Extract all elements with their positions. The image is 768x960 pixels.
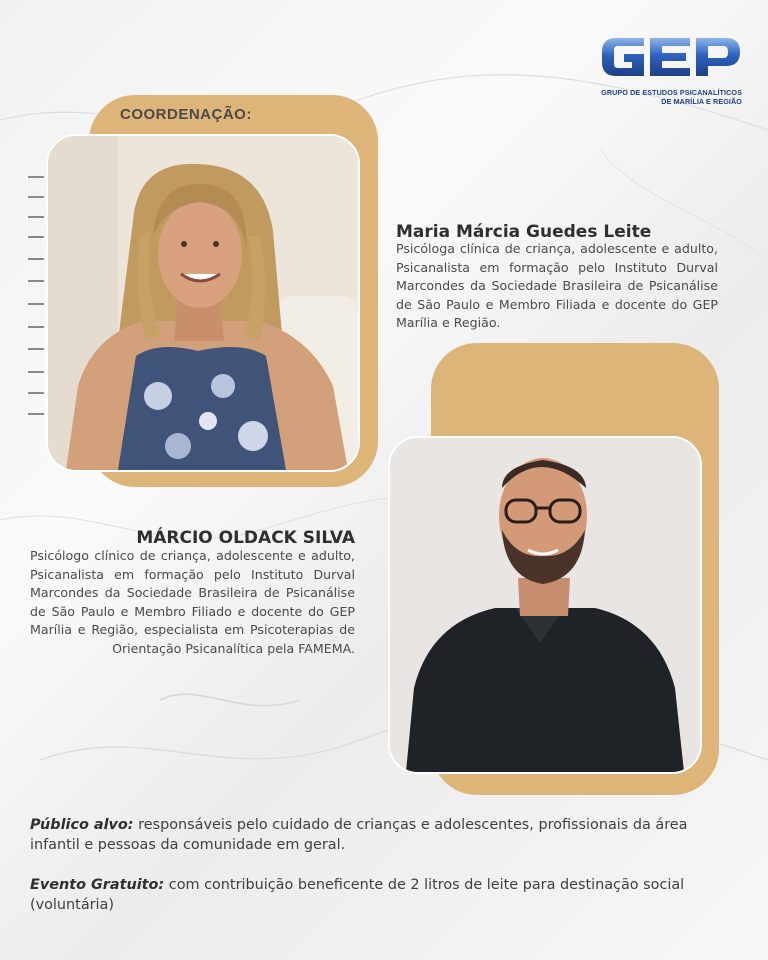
audience-text: responsáveis pelo cuidado de crianças e adolescentes, profissionais da área infantil e pessoas da comunidade em geral. [30,817,688,853]
person1-bio: Psicóloga clínica de criança, adolescente e adulto, Psicanalista em formação pelo Instituto Durval Marcondes da Sociedade Brasileira de Psicanálise de São Paulo e Membro Filiada e docente do GEP Marília e Região. [396,241,718,330]
person2-bio: Psicólogo clínico de criança, adolescente e adulto, Psicanalista em formação pelo Instituto Durval Marcondes da Sociedade Brasileira de Psicanálise de São Paulo e Membro Filiado e docente do GEP Marília e Região, especialista em Psicoterapias de Orientação Psicanalítica pela FAMEMA. [30,548,355,656]
gep-logo-mark [598,28,744,84]
portrait-man-icon [390,438,700,772]
gep-logo [598,28,744,106]
person2-photo [388,436,702,774]
logo-subtitle-line2: DE MARÍLIA E REGIÃO [661,97,742,106]
event-label: Evento Gratuito: [30,877,165,893]
person1-name: Maria Márcia Guedes Leite [396,222,652,242]
tick-marks [28,176,46,416]
person2-name: MÁRCIO OLDACK SILVA [136,528,355,548]
event-info [30,815,730,935]
section-label: COORDENAÇÃO: [120,106,252,123]
person1-photo [46,134,360,472]
event-text: com contribuição beneficente de 2 litros de leite para destinação social (voluntária) [30,877,685,913]
logo-subtitle-line1: GRUPO DE ESTUDOS PSICANALÍTICOS [601,88,742,97]
audience-label: Público alvo: [30,817,134,833]
event-paragraph [30,875,730,915]
logo-subtitle [601,88,742,106]
audience-paragraph [30,815,730,855]
portrait-woman-icon [48,136,358,470]
